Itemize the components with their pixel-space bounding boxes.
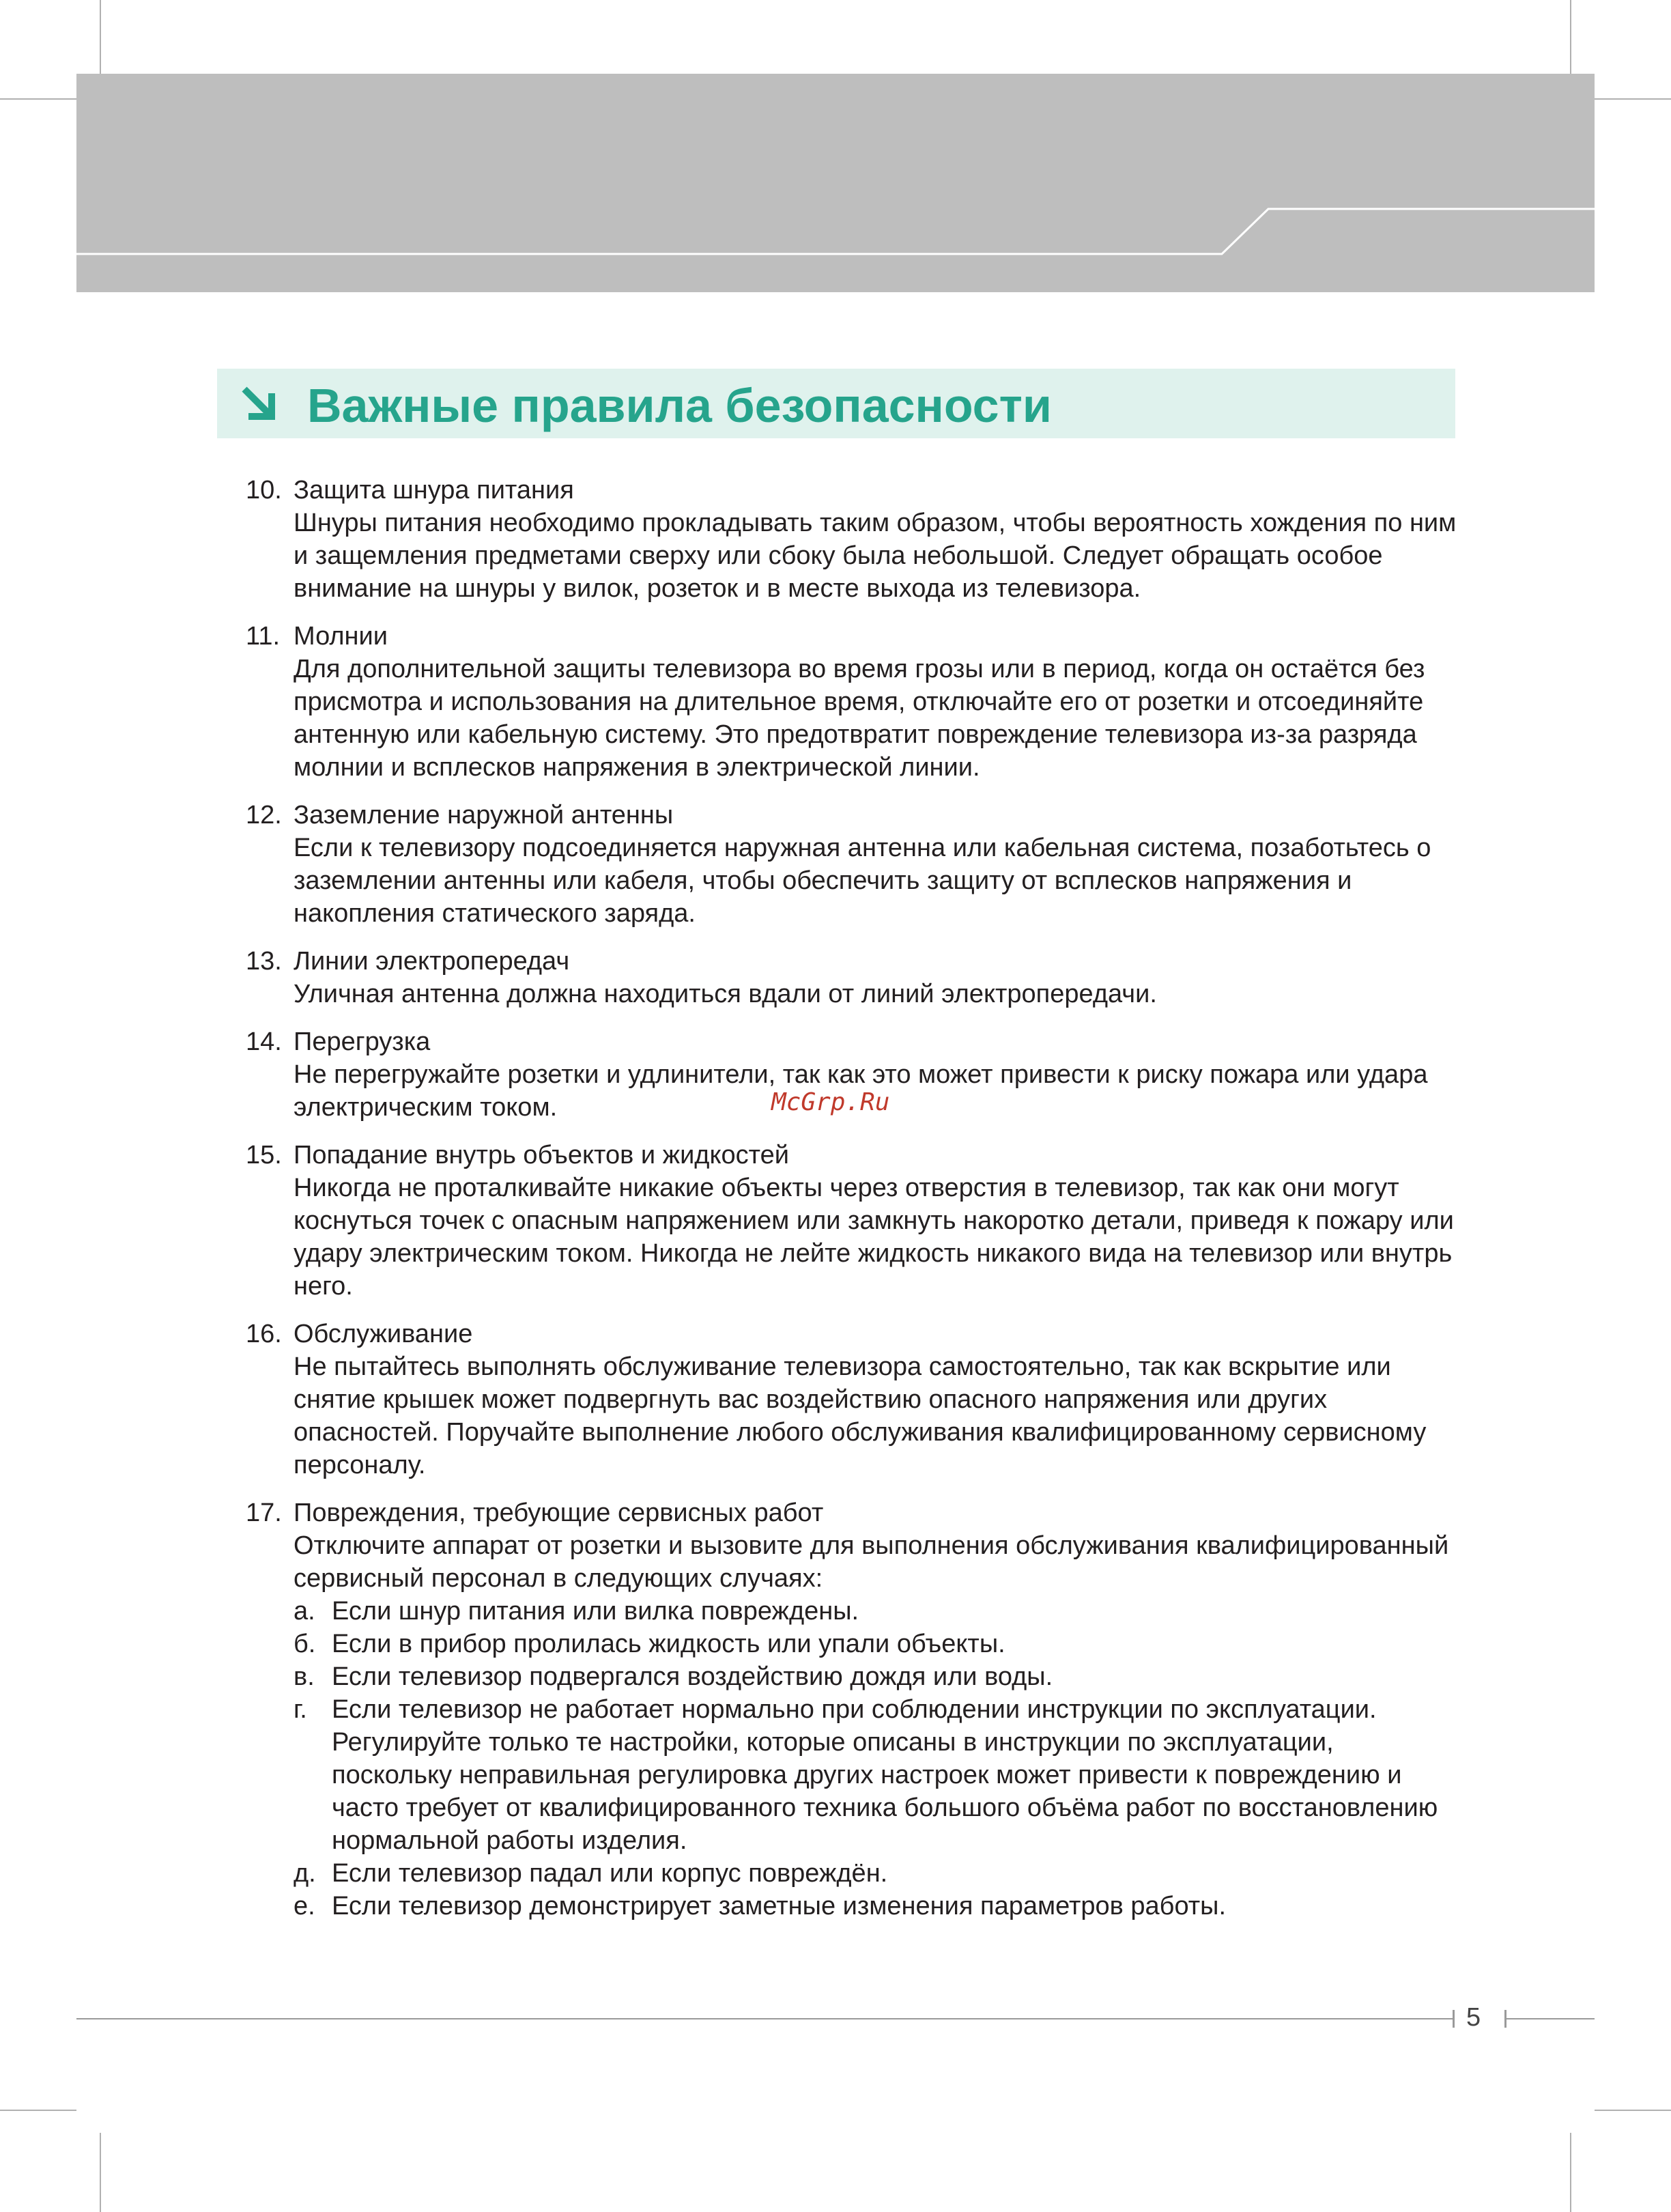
item-text: Для дополнительной защиты телевизора во время грозы или в период, когда он остаётся без присмотра и использования на длительное время, отключайте его от розетки и отсоединяйте антенную или кабельную систему. Это предотвратит повреждение телевизора из-за разряда молнии и всплесков напряжения в электрической линии.	[294, 655, 1425, 782]
item-heading: Линии электропередач	[294, 947, 570, 976]
item-number: 15.	[246, 1141, 282, 1169]
sub-item-letter: д.	[294, 1859, 316, 1888]
item-text: Уличная антенна должна находиться вдали от линий электропередачи.	[294, 980, 1157, 1008]
sub-item-letter: б.	[294, 1630, 316, 1658]
list-item	[246, 474, 1461, 605]
item-text: Никогда не проталкивайте никакие объекты через отверстия в телевизор, так как они могут коснуться точек с опасным напряжением или замкнуть накоротко детали, приведя к пожару или удару электрическим током. Никогда не лейте жидкость никакого вида на телевизор или внутрь него.	[294, 1174, 1454, 1301]
sub-item	[294, 1693, 1461, 1857]
sub-item-letter: г.	[294, 1695, 307, 1724]
watermark: McGrp.Ru	[771, 1088, 890, 1116]
item-number: 17.	[246, 1499, 282, 1527]
sub-item-text: Если телевизор подвергался воздействию дождя или воды.	[332, 1662, 1053, 1691]
crop-mark	[1570, 2133, 1571, 2212]
arrow-down-right-icon	[239, 384, 277, 422]
item-number: 12.	[246, 801, 282, 830]
item-heading: Заземление наружной антенны	[294, 801, 674, 830]
item-text: Не пытайтесь выполнять обслуживание телевизора самостоятельно, так как вскрытие или снятие крышек может подвергнуть вас воздействию опасного напряжения или других опасностей. Поручайте выполнение любого обслуживания квалифицированному сервисному персоналу.	[294, 1352, 1427, 1479]
crop-mark	[100, 0, 101, 75]
list-item	[246, 799, 1461, 930]
list-item	[246, 620, 1461, 784]
sub-item	[294, 1890, 1461, 1923]
item-heading: Попадание внутрь объектов и жидкостей	[294, 1141, 789, 1169]
footer-rule	[1506, 2018, 1595, 2019]
sub-item-text: Если телевизор падал или корпус повреждён.	[332, 1859, 888, 1888]
header-decoration	[76, 74, 1595, 292]
sub-item	[294, 1660, 1461, 1693]
item-text: Не перегружайте розетки и удлинители, так как это может привести к риску пожара или удара электрическим током.	[294, 1060, 1428, 1122]
crop-mark	[1570, 0, 1571, 75]
item-heading: Повреждения, требующие сервисных работ	[294, 1499, 824, 1527]
sub-item	[294, 1628, 1461, 1660]
sub-item-text: Если шнур питания или вилка повреждены.	[332, 1597, 859, 1626]
item-number: 14.	[246, 1027, 282, 1056]
page-title: Важные правила безопасности	[307, 379, 1052, 432]
item-text: Если к телевизору подсоединяется наружная антенна или кабельная система, позаботьтесь о заземлении антенны или кабеля, чтобы обеспечить защиту от всплесков напряжения и накопления статического заряда.	[294, 834, 1431, 928]
sub-item-text: Если телевизор не работает нормально при соблюдении инструкции по эксплуатации. Регулируйте только те настройки, которые описаны в инструкции по эксплуатации, поскольку неправильная регулировка других настроек может привести к повреждению и часто требует от квалифицированного техника большого объёма работ по восстановлению нормальной работы изделия.	[332, 1695, 1438, 1855]
item-number: 11.	[246, 622, 281, 651]
item-heading: Обслуживание	[294, 1320, 473, 1348]
item-heading: Перегрузка	[294, 1027, 431, 1056]
crop-mark	[1595, 2110, 1671, 2111]
item-text: Шнуры питания необходимо прокладывать таким образом, чтобы вероятность хождения по ним и защемления предметами сверху или сбоку была небольшой. Следует обращать особое внимание на шнуры у вилок, розеток и в месте выхода из телевизора.	[294, 509, 1457, 603]
sub-item-letter: е.	[294, 1892, 315, 1920]
item-heading: Молнии	[294, 622, 388, 651]
list-item	[246, 1318, 1461, 1481]
list-item	[246, 1139, 1461, 1303]
crop-mark	[100, 2133, 101, 2212]
list-item	[246, 945, 1461, 1010]
sub-item	[294, 1595, 1461, 1628]
section-title-bar	[217, 369, 1455, 438]
item-number: 16.	[246, 1320, 282, 1348]
item-number: 13.	[246, 947, 282, 976]
item-text: Отключите аппарат от розетки и вызовите для выполнения обслуживания квалифицированный сервисный персонал в следующих случаях:	[294, 1531, 1449, 1593]
sub-item	[294, 1857, 1461, 1890]
footer-tick	[1453, 2010, 1455, 2028]
crop-mark	[0, 2110, 76, 2111]
crop-mark	[1595, 98, 1671, 100]
sub-item-letter: а.	[294, 1597, 315, 1626]
crop-mark	[0, 98, 76, 100]
footer-rule	[76, 2018, 1453, 2019]
page-number: 5	[1466, 2003, 1481, 2032]
sub-list	[294, 1595, 1461, 1923]
sub-item-text: Если в прибор пролилась жидкость или упали объекты.	[332, 1630, 1005, 1658]
item-heading: Защита шнура питания	[294, 476, 574, 505]
list-item	[246, 1497, 1461, 1923]
sub-item-text: Если телевизор демонстрирует заметные изменения параметров работы.	[332, 1892, 1227, 1920]
item-number: 10.	[246, 476, 282, 505]
sub-item-letter: в.	[294, 1662, 315, 1691]
safety-rules-list	[246, 474, 1461, 1938]
